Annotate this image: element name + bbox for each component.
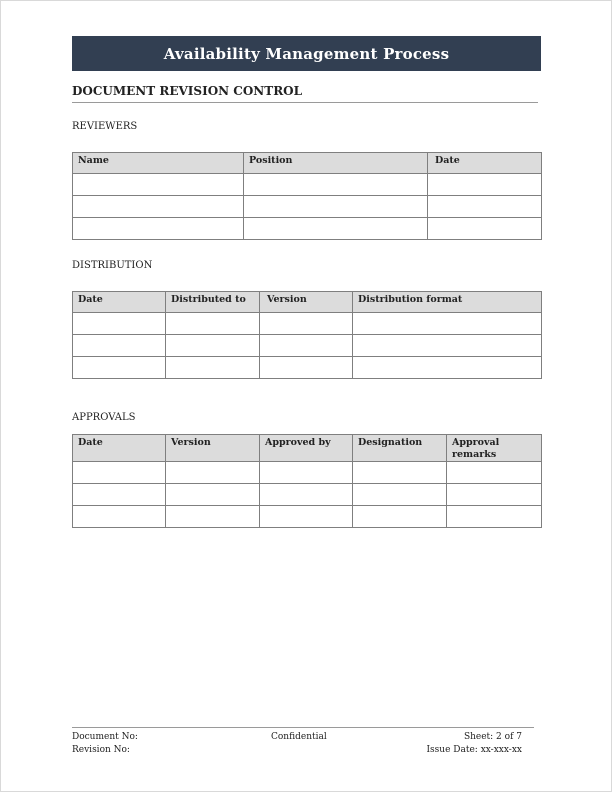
table-cell[interactable]	[353, 335, 542, 357]
table-cell[interactable]	[353, 313, 542, 335]
table-cell[interactable]	[260, 313, 353, 335]
distribution-table	[72, 291, 542, 379]
column-header-approval-remarks: Approval remarks	[447, 435, 542, 462]
table-header-row	[73, 435, 542, 462]
table-cell[interactable]	[73, 174, 244, 196]
table-cell[interactable]	[353, 506, 447, 528]
table-row	[73, 196, 542, 218]
footer-revision-no: Revision No:	[72, 745, 130, 755]
footer-document-no: Document No:	[72, 732, 138, 742]
table-cell[interactable]	[73, 484, 166, 506]
header-band	[72, 36, 541, 71]
column-header-distributed-to: Distributed to	[166, 292, 260, 313]
table-cell[interactable]	[73, 335, 166, 357]
table-row	[73, 484, 542, 506]
footer-confidential: Confidential	[271, 732, 327, 742]
table-cell[interactable]	[428, 196, 542, 218]
column-header-designation: Designation	[353, 435, 447, 462]
column-header-date: Date	[428, 153, 542, 174]
table-cell[interactable]	[166, 506, 260, 528]
table-cell[interactable]	[353, 462, 447, 484]
table-cell[interactable]	[73, 313, 166, 335]
table-cell[interactable]	[166, 335, 260, 357]
table-cell[interactable]	[166, 462, 260, 484]
table-cell[interactable]	[353, 357, 542, 379]
table-cell[interactable]	[73, 218, 244, 240]
table-cell[interactable]	[260, 357, 353, 379]
reviewers-label: REVIEWERS	[72, 121, 138, 132]
table-cell[interactable]	[166, 357, 260, 379]
column-header-approved-by: Approved by	[260, 435, 353, 462]
column-header-version: Version	[260, 292, 353, 313]
section-title: DOCUMENT REVISION CONTROL	[72, 84, 538, 103]
table-cell[interactable]	[260, 462, 353, 484]
table-cell[interactable]	[428, 218, 542, 240]
table-cell[interactable]	[447, 506, 542, 528]
table-row	[73, 313, 542, 335]
column-header-version: Version	[166, 435, 260, 462]
table-cell[interactable]	[447, 484, 542, 506]
table-row	[73, 462, 542, 484]
column-header-distribution-format: Distribution format	[353, 292, 542, 313]
footer-sheet: Sheet: 2 of 7	[463, 732, 522, 742]
table-cell[interactable]	[244, 174, 428, 196]
table-cell[interactable]	[73, 196, 244, 218]
table-header-row	[73, 153, 542, 174]
table-row	[73, 335, 542, 357]
column-header-name: Name	[73, 153, 244, 174]
table-row	[73, 218, 542, 240]
table-cell[interactable]	[166, 313, 260, 335]
table-cell[interactable]	[244, 196, 428, 218]
table-cell[interactable]	[353, 484, 447, 506]
table-header-row	[73, 292, 542, 313]
distribution-label: DISTRIBUTION	[72, 260, 153, 271]
table-cell[interactable]	[447, 462, 542, 484]
footer-issue-date: Issue Date: xx-xxx-xx	[426, 745, 522, 755]
approvals-label: APPROVALS	[72, 412, 136, 423]
table-cell[interactable]	[73, 462, 166, 484]
table-cell[interactable]	[244, 218, 428, 240]
table-cell[interactable]	[73, 357, 166, 379]
table-cell[interactable]	[260, 506, 353, 528]
document-title: Availability Management Process	[163, 44, 450, 63]
column-header-date: Date	[73, 435, 166, 462]
table-cell[interactable]	[260, 484, 353, 506]
footer-divider	[72, 727, 534, 728]
column-header-date: Date	[73, 292, 166, 313]
column-header-position: Position	[244, 153, 428, 174]
table-row	[73, 174, 542, 196]
table-cell[interactable]	[73, 506, 166, 528]
reviewers-table	[72, 152, 542, 240]
table-row	[73, 506, 542, 528]
table-cell[interactable]	[166, 484, 260, 506]
table-cell[interactable]	[260, 335, 353, 357]
approvals-table	[72, 434, 542, 528]
table-cell[interactable]	[428, 174, 542, 196]
table-row	[73, 357, 542, 379]
